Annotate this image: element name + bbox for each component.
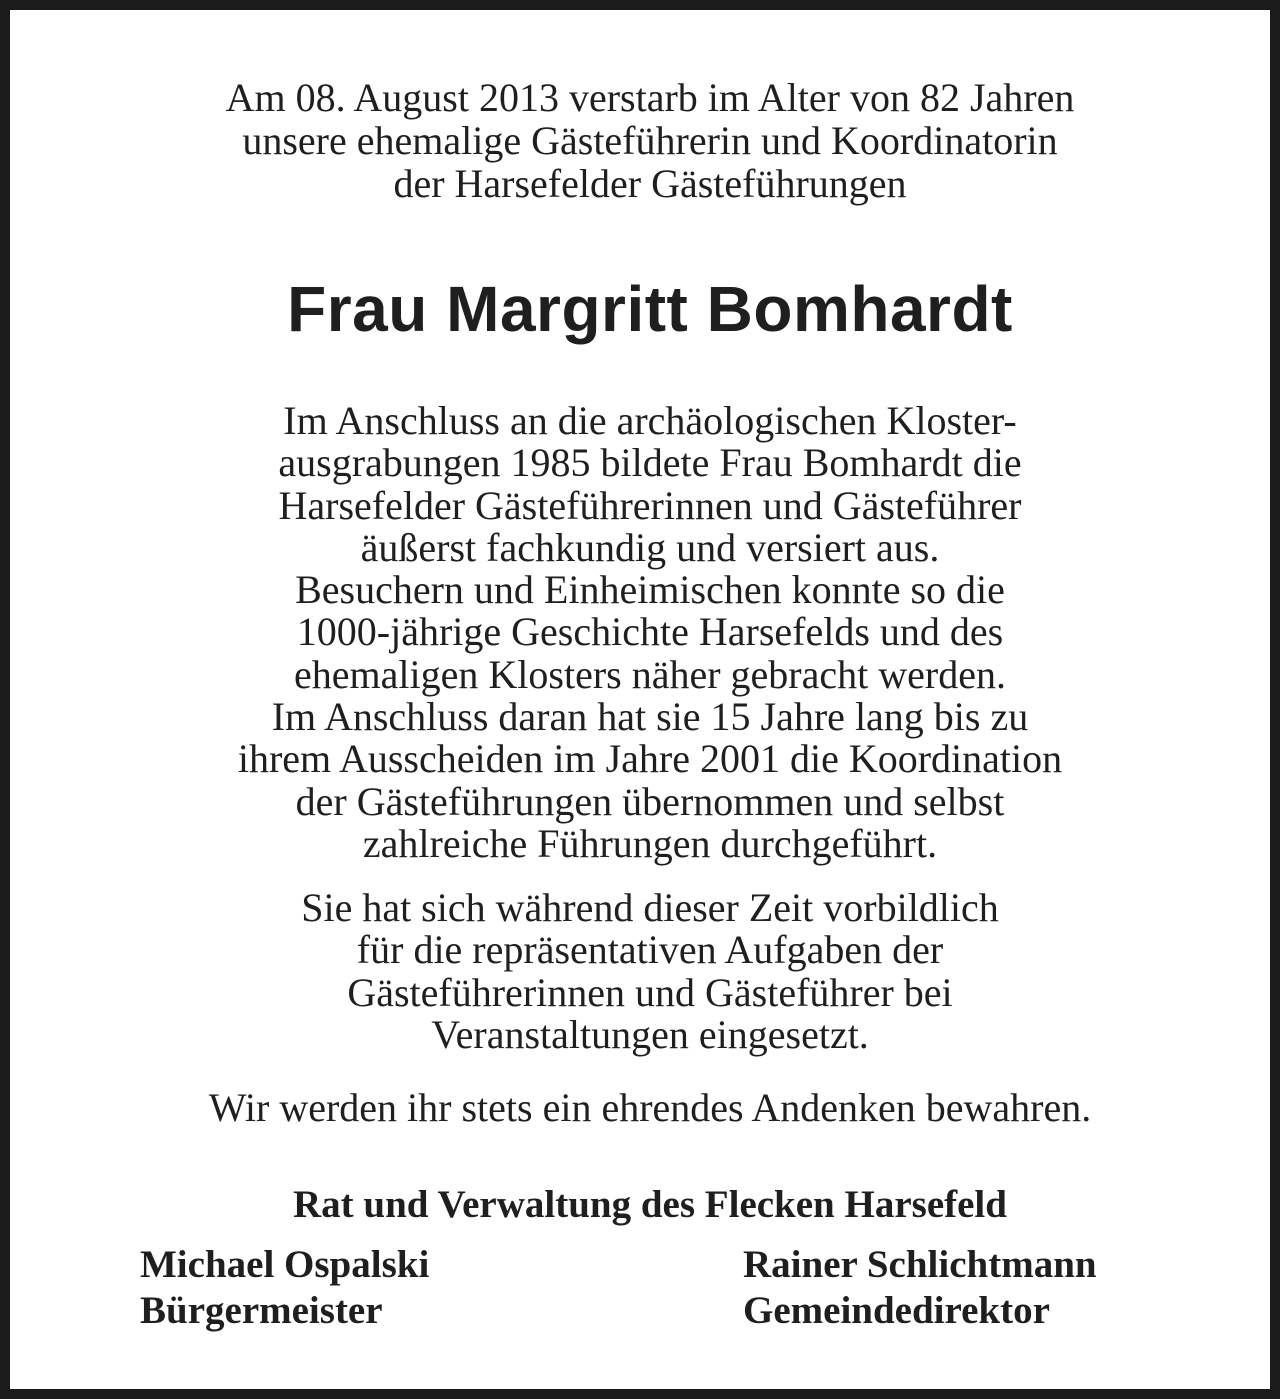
- paragraph-line: Wir werden ihr stets ein ehrendes Andenken bewahren.: [208, 1085, 1092, 1130]
- paragraph-line: Veranstaltungen eingesetzt.: [431, 1011, 869, 1057]
- paragraph-line: Besuchern und Einheimischen konnte so die: [295, 567, 1005, 613]
- paragraph-line: ausgrabungen 1985 bildete Frau Bomhardt die: [278, 440, 1022, 486]
- paragraph-line: der Gästeführungen übernommen und selbst: [295, 778, 1005, 824]
- tribute-paragraph-2: [30, 887, 1270, 1056]
- paragraph-line: ehemaligen Klosters näher gebracht werden.: [294, 651, 1006, 697]
- deceased-name: Frau Margritt Bomhardt: [287, 273, 1013, 345]
- signatory-director: [743, 1242, 1097, 1334]
- tribute-paragraph-1: [30, 400, 1270, 865]
- paragraph-line: Harsefelder Gästeführerinnen und Gästeführer: [278, 482, 1022, 528]
- paragraph-line: ihrem Ausscheiden im Jahre 2001 die Koordination: [237, 736, 1063, 782]
- paragraph-line: 1000-jährige Geschichte Harsefelds und des: [296, 609, 1004, 655]
- paragraph-line: äußerst fachkundig und versiert aus.: [360, 524, 940, 570]
- signatory-mayor: [140, 1242, 429, 1334]
- intro-line: unsere ehemalige Gästeführerin und Koordinatorin: [242, 118, 1058, 163]
- organization-name: Rat und Verwaltung des Flecken Harsefeld: [293, 1183, 1007, 1226]
- signatory-name: Michael Ospalski: [140, 1243, 430, 1286]
- paragraph-line: für die repräsentativen Aufgaben der: [356, 927, 944, 973]
- paragraph-line: zahlreiche Führungen durchgeführt.: [362, 820, 938, 866]
- closing-sentence: [30, 1087, 1270, 1129]
- paragraph-line: Gästeführerinnen und Gästeführer bei: [347, 969, 953, 1015]
- paragraph-line: Sie hat sich während dieser Zeit vorbildlich: [301, 885, 999, 930]
- intro-line: Am 08. August 2013 verstarb im Alter von 82 Jahren: [225, 75, 1075, 120]
- paragraph-line: Im Anschluss daran hat sie 15 Jahre lang bis zu: [271, 694, 1029, 740]
- signatory-title: Bürgermeister: [140, 1289, 383, 1332]
- signatory-name: Rainer Schlichtmann: [743, 1243, 1097, 1286]
- intro-text: [30, 76, 1270, 205]
- signatory-title: Gemeindedirektor: [743, 1289, 1050, 1332]
- intro-line: der Harsefelder Gästeführungen: [393, 161, 907, 206]
- paragraph-line: Im Anschluss an die archäologischen Kloster-: [283, 398, 1017, 443]
